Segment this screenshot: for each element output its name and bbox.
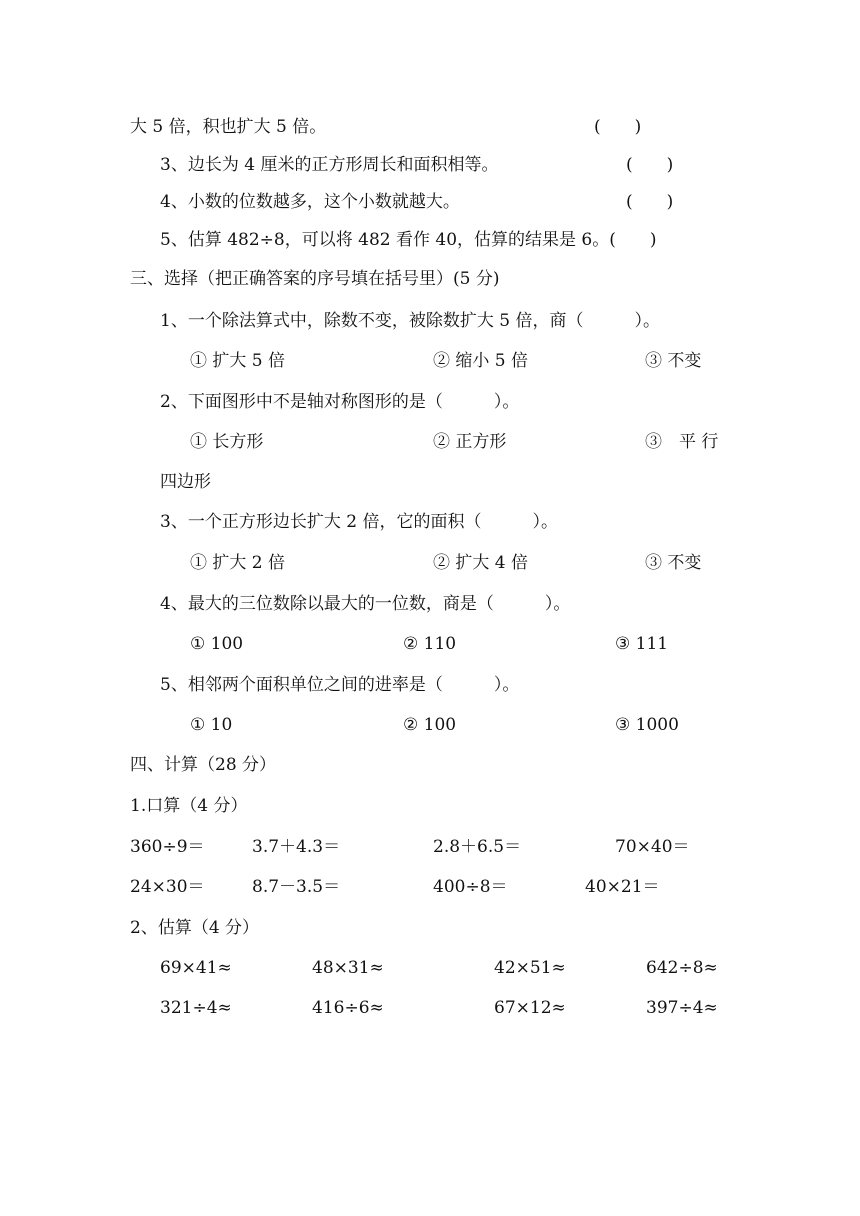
judge-item-4: 4、小数的位数越多，这个小数就越大。 bbox=[160, 192, 460, 212]
choice-question-4: 4、最大的三位数除以最大的一位数，商是（ ）。 bbox=[160, 594, 571, 614]
estimate-problem: 642÷8≈ bbox=[646, 958, 718, 978]
choice-option: ② 扩大 4 倍 bbox=[433, 553, 529, 573]
subheading-oral: 1.口算（4 分） bbox=[130, 796, 248, 816]
oral-problem: 40×21＝ bbox=[585, 877, 660, 897]
choice-option: ③ 111 bbox=[615, 634, 669, 654]
estimate-problem: 48×31≈ bbox=[312, 958, 384, 978]
choice-option: ① 100 bbox=[190, 634, 244, 654]
choice-option: ③ 平 行 bbox=[645, 432, 719, 452]
oral-problem: 360÷9＝ bbox=[130, 837, 205, 857]
choice-option: ② 缩小 5 倍 bbox=[433, 351, 529, 371]
section-heading-calc: 四、计算（28 分） bbox=[130, 755, 277, 775]
choice-option: ① 长方形 bbox=[190, 432, 264, 452]
judge-item-5: 5、估算 482÷8，可以将 482 看作 40，估算的结果是 6。( ) bbox=[160, 230, 657, 250]
estimate-problem: 416÷6≈ bbox=[312, 998, 384, 1018]
choice-option-wrap: 四边形 bbox=[160, 472, 211, 492]
oral-problem: 3.7＋4.3＝ bbox=[252, 837, 341, 857]
answer-paren: ( ) bbox=[594, 117, 642, 137]
estimate-problem: 397÷4≈ bbox=[646, 998, 718, 1018]
choice-question-3: 3、一个正方形边长扩大 2 倍，它的面积（ ）。 bbox=[160, 512, 558, 532]
estimate-problem: 69×41≈ bbox=[160, 958, 232, 978]
choice-option: ③ 不变 bbox=[645, 351, 702, 371]
choice-option: ③ 不变 bbox=[645, 553, 702, 573]
estimate-problem: 67×12≈ bbox=[494, 998, 566, 1018]
oral-problem: 2.8＋6.5＝ bbox=[433, 837, 522, 857]
subheading-estimate: 2、估算（4 分） bbox=[130, 918, 260, 938]
estimate-problem: 321÷4≈ bbox=[160, 998, 232, 1018]
choice-option: ③ 1000 bbox=[615, 715, 679, 735]
oral-problem: 70×40＝ bbox=[615, 837, 690, 857]
answer-paren: ( ) bbox=[626, 155, 674, 175]
choice-question-5: 5、相邻两个面积单位之间的进率是（ ）。 bbox=[160, 675, 520, 695]
choice-option: ① 扩大 5 倍 bbox=[190, 351, 286, 371]
oral-problem: 400÷8＝ bbox=[433, 877, 508, 897]
choice-option: ② 110 bbox=[403, 634, 457, 654]
choice-question-1: 1、一个除法算式中，除数不变，被除数扩大 5 倍，商（ ）。 bbox=[160, 311, 660, 331]
estimate-problem: 42×51≈ bbox=[494, 958, 566, 978]
oral-problem: 24×30＝ bbox=[130, 877, 205, 897]
choice-option: ② 正方形 bbox=[433, 432, 507, 452]
judge-item-3: 3、边长为 4 厘米的正方形周长和面积相等。 bbox=[160, 155, 499, 175]
answer-paren: ( ) bbox=[626, 192, 674, 212]
choice-option: ① 扩大 2 倍 bbox=[190, 553, 286, 573]
choice-option: ① 10 bbox=[190, 715, 233, 735]
choice-option: ② 100 bbox=[403, 715, 457, 735]
oral-problem: 8.7－3.5＝ bbox=[252, 877, 341, 897]
choice-question-2: 2、下面图形中不是轴对称图形的是（ ）。 bbox=[160, 392, 520, 412]
judge-line-1: 大 5 倍，积也扩大 5 倍。 bbox=[130, 117, 327, 137]
section-heading-choice: 三、选择（把正确答案的序号填在括号里）(5 分) bbox=[130, 269, 500, 289]
